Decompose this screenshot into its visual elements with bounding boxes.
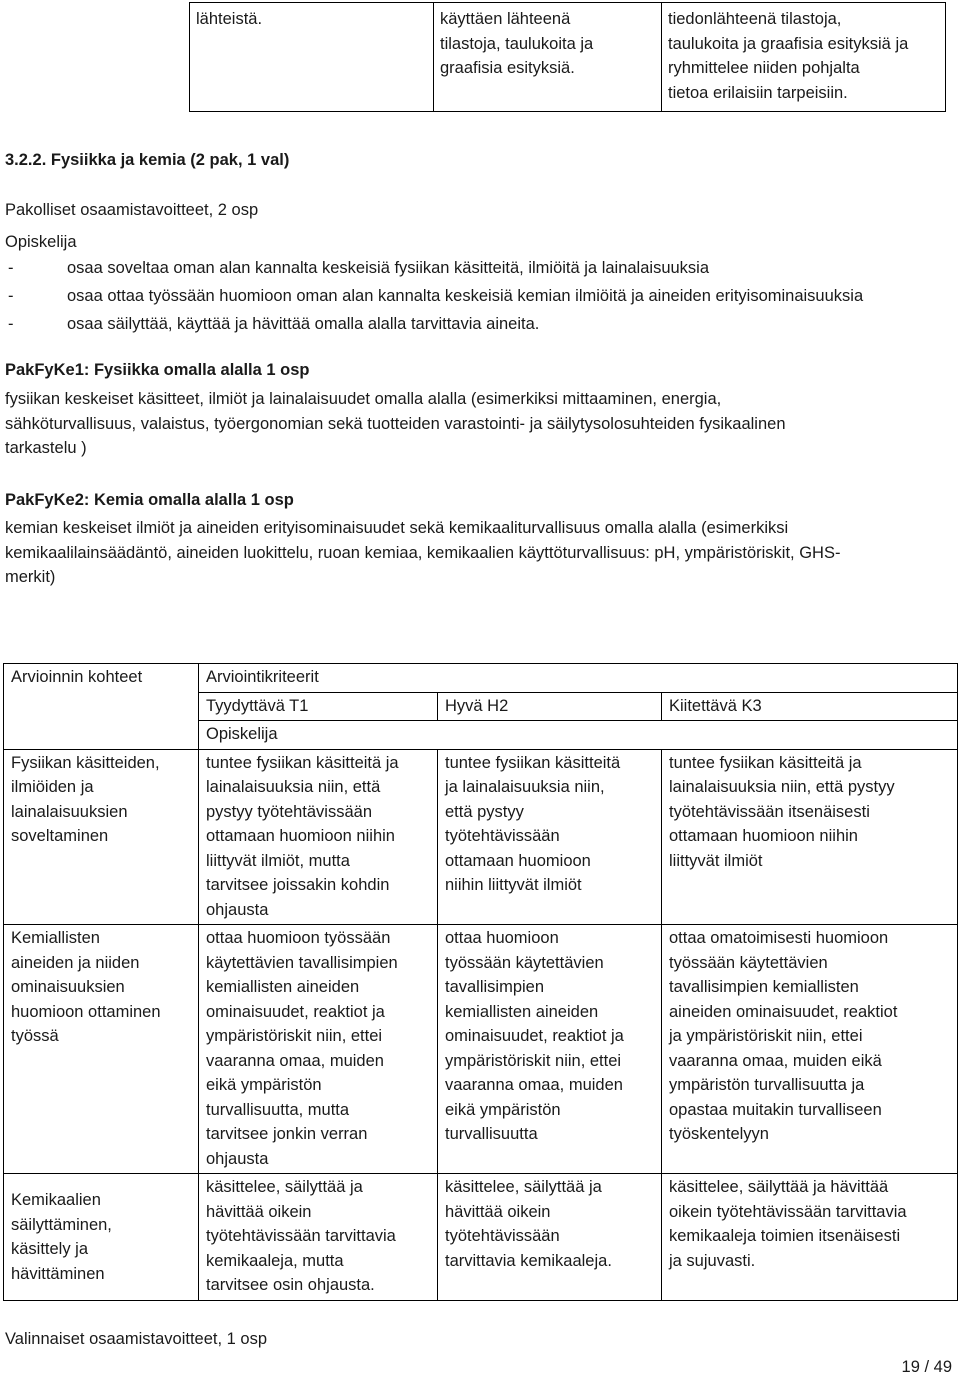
header-targets-label: Arvioinnin kohteet	[11, 668, 143, 686]
cell-text: käsittelee, säilyttää ja hävittää oikein työtehtävissään tarvittavia kemikaaleja.	[445, 1178, 612, 1270]
table-header-row	[4, 721, 958, 750]
mandatory-goals-label: Pakolliset osaamistavoitteet, 2 osp	[5, 201, 259, 219]
table-cell	[662, 3, 946, 112]
criteria-cell	[199, 749, 438, 925]
table-row	[190, 3, 946, 112]
cell-text: tiedonlähteenä tilastoja, taulukoita ja graafisia esityksiä ja ryhmittelee niiden pohjalta tietoa erilaisiin tarpeisiin.	[668, 10, 909, 102]
table-row	[4, 749, 958, 925]
module-title: PakFyKe2: Kemia omalla alalla 1 osp	[5, 491, 294, 509]
bullet-dash: -	[8, 259, 14, 277]
target-cell	[4, 925, 199, 1174]
goal-list-item	[5, 284, 863, 309]
target-cell	[4, 749, 199, 925]
cell-text: Kemiallisten aineiden ja niiden ominaisuuksien huomioon ottaminen työssä	[11, 929, 161, 1045]
bullet-dash: -	[8, 315, 14, 333]
module-description: fysiikan keskeiset käsitteet, ilmiöt ja lainalaisuudet omalla alalla (esimerkiksi mittaaminen, energia, sähköturvallisuus, valaistus, työergonomian sekä tuotteiden varastointi- ja säilytysolosuhteiden fysikaalinen tarkastelu )	[5, 390, 786, 457]
cell-text: Fysiikan käsitteiden, ilmiöiden ja lainalaisuuksien soveltaminen	[11, 753, 160, 845]
cell-text: ottaa huomioon työssään käytettävien tavallisimpien kemiallisten aineiden ominaisuudet, reaktiot ja ympäristöriskit niin, ettei vaaranna omaa, muiden eikä ympäristön turvallisuutta, mutta tarvitsee jonkin verran ohjausta	[206, 929, 398, 1168]
criteria-cell	[662, 1174, 958, 1301]
optional-goals-label: Valinnaiset osaamistavoitteet, 1 osp	[5, 1330, 268, 1348]
header-criteria	[199, 664, 958, 693]
assessment-criteria-table	[3, 663, 958, 1301]
criteria-cell	[199, 1174, 438, 1301]
table-header-row	[4, 664, 958, 693]
table-row	[4, 1174, 958, 1301]
page-number: 19 / 49	[901, 1358, 952, 1376]
cell-text: käsittelee, säilyttää ja hävittää oikein työtehtävissään tarvittavia kemikaaleja toimien itsenäisesti ja sujuvasti.	[669, 1178, 907, 1270]
cell-text: tuntee fysiikan käsitteitä ja lainalaisuuksia niin, että pystyy työtehtävissään ottamaan huomioon niihin liittyvät ilmiöt, mutta tarvitsee joissakin kohdin ohjausta	[206, 753, 399, 919]
table-cell	[434, 3, 662, 112]
level-label: Tyydyttävä T1	[206, 696, 309, 715]
table-cell	[190, 3, 434, 112]
bullet-dash: -	[8, 287, 14, 305]
goal-text: osaa säilyttää, käyttää ja hävittää omalla alalla tarvittavia aineita.	[67, 315, 540, 333]
goal-text: osaa ottaa työssään huomioon oman alan kannalta keskeisiä kemian ilmiöitä ja aineiden erityisominaisuuksia	[67, 287, 864, 305]
target-cell	[4, 1174, 199, 1301]
level-label: Kiitettävä K3	[669, 696, 762, 715]
cell-text: tuntee fysiikan käsitteitä ja lainalaisuuksia niin, että pystyy työtehtävissään itsenäisesti ottamaan huomioon niihin liittyvät ilmiöt	[669, 753, 895, 870]
criteria-cell	[662, 749, 958, 925]
table-cell	[4, 692, 199, 721]
header-targets	[4, 664, 199, 693]
module-title: PakFyKe1: Fysiikka omalla alalla 1 osp	[5, 361, 310, 379]
goal-text: osaa soveltaa oman alan kannalta keskeisiä fysiikan käsitteitä, ilmiöitä ja lainalaisuuksia	[67, 259, 710, 277]
criteria-cell	[438, 749, 662, 925]
criteria-cell	[438, 925, 662, 1174]
student-label: Opiskelija	[5, 233, 77, 251]
header-criteria-label: Arviointikriteerit	[206, 668, 319, 686]
level-header	[438, 692, 662, 721]
goal-list-item	[5, 256, 709, 281]
level-label: Hyvä H2	[445, 696, 509, 715]
cell-text: ottaa huomioon työssään käytettävien tavallisimpien kemiallisten aineiden ominaisuudet, reaktiot ja ympäristöriskit niin, ettei vaaranna omaa, muiden eikä ympäristön turvallisuutta	[445, 929, 624, 1143]
criteria-cell	[199, 925, 438, 1174]
goal-list-item	[5, 312, 539, 337]
level-header	[662, 692, 958, 721]
cell-text: Kemikaalien säilyttäminen, käsittely ja hävittäminen	[11, 1191, 112, 1283]
table-header-row	[4, 692, 958, 721]
section-heading: 3.2.2. Fysiikka ja kemia (2 pak, 1 val)	[5, 151, 290, 169]
cell-text: lähteistä.	[196, 10, 263, 28]
criteria-cell	[438, 1174, 662, 1301]
cell-text: tuntee fysiikan käsitteitä ja lainalaisuuksia niin, että pystyy työtehtävissään ottamaan huomioon niihin liittyvät ilmiöt	[445, 753, 621, 894]
student-header	[199, 721, 958, 750]
cell-text: käsittelee, säilyttää ja hävittää oikein työtehtävissään tarvittavia kemikaaleja, mutta tarvitsee osin ohjausta.	[206, 1178, 396, 1294]
table-cell	[4, 721, 199, 750]
cell-text: käyttäen lähteenä tilastoja, taulukoita ja graafisia esityksiä.	[440, 10, 594, 77]
cell-text: ottaa omatoimisesti huomioon työssään käytettävien tavallisimpien kemiallisten aineiden ominaisuudet, reaktiot ja ympäristöriskit niin, ettei vaaranna omaa, muiden eikä ympäristön turvallisuutta ja opastaa muitakin turvalliseen työskentelyyn	[669, 929, 898, 1143]
level-header	[199, 692, 438, 721]
student-label: Opiskelija	[206, 725, 278, 743]
module-description: kemian keskeiset ilmiöt ja aineiden erityisominaisuudet sekä kemikaaliturvallisuus omalla alalla (esimerkiksi kemikaalilainsäädäntö, aineiden luokittelu, ruoan kemiaa, kemikaalien käyttöturvallisuus: pH, ympäristöriskit, GHS- merkit)	[5, 519, 841, 586]
criteria-cell	[662, 925, 958, 1174]
table-row	[4, 925, 958, 1174]
previous-criteria-table	[189, 2, 946, 112]
